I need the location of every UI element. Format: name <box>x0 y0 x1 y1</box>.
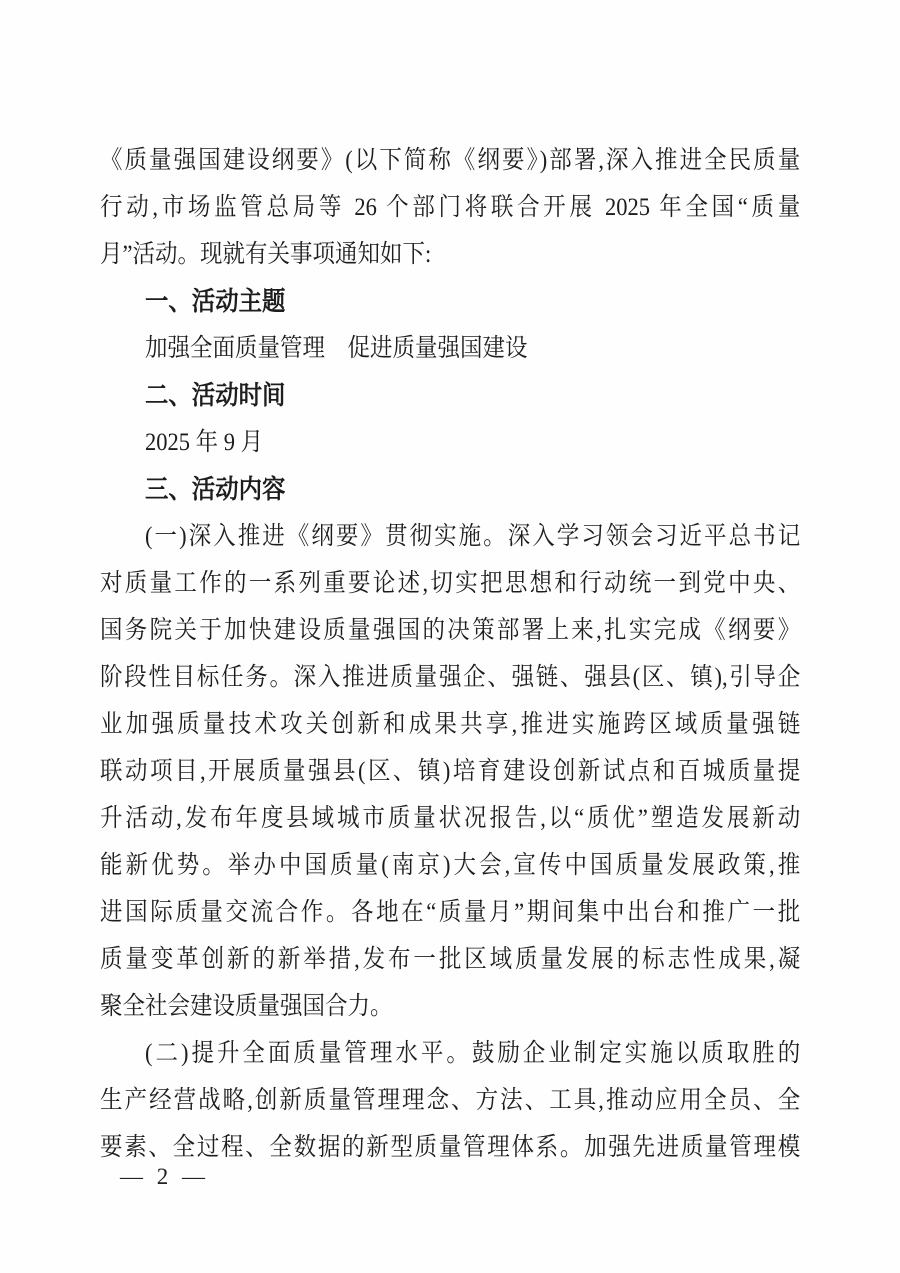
body-line: 要素、全过程、全数据的新型质量管理体系。加强先进质量管理模 <box>100 1134 801 1161</box>
activity-theme-text: 加强全面质量管理 促进质量强国建设 <box>145 335 528 362</box>
body-line: 联动项目,开展质量强县(区、镇)培育建设创新试点和百城质量提 <box>100 758 801 785</box>
page-number: — 2 — <box>120 1164 209 1189</box>
body-line: 国务院关于加快建设质量强国的决策部署上来,扎实完成《纲要》 <box>100 617 801 644</box>
body-line: 聚全社会建设质量强国合力。 <box>100 993 393 1020</box>
item-2-lead-line: (二)提升全面质量管理水平。鼓励企业制定实施以质取胜的 <box>145 1040 801 1067</box>
document-body <box>100 137 800 1171</box>
body-line: 《质量强国建设纲要》(以下简称《纲要》)部署,深入推进全民质量 <box>100 147 801 174</box>
body-line: 月”活动。现就有关事项通知如下: <box>100 241 432 268</box>
body-line: 质量变革创新的新举措,发布一批区域质量发展的标志性成果,凝 <box>100 946 801 973</box>
item-1-lead-line: (一)深入推进《纲要》贯彻实施。深入学习领会习近平总书记 <box>145 523 801 550</box>
body-line: 阶段性目标任务。深入推进质量强企、强链、强县(区、镇),引导企 <box>100 664 801 691</box>
activity-time-text: 2025 年 9 月 <box>145 429 264 456</box>
body-line: 能新优势。举办中国质量(南京)大会,宣传中国质量发展政策,推 <box>100 852 801 879</box>
body-line: 生产经营战略,创新质量管理理念、方法、工具,推动应用全员、全 <box>100 1087 801 1114</box>
body-line: 行动,市场监管总局等 26 个部门将联合开展 2025 年全国“质量 <box>100 194 801 221</box>
body-line: 进国际质量交流合作。各地在“质量月”期间集中出台和推广一批 <box>100 899 801 926</box>
body-line: 对质量工作的一系列重要论述,切实把思想和行动统一到党中央、 <box>100 570 801 597</box>
body-line: 升活动,发布年度县域城市质量状况报告,以“质优”塑造发展新动 <box>100 805 801 832</box>
body-line: 业加强质量技术攻关创新和成果共享,推进实施跨区域质量强链 <box>100 711 801 738</box>
section-3-heading: 三、活动内容 <box>145 474 286 504</box>
section-1-heading: 一、活动主题 <box>145 286 286 316</box>
section-2-heading: 二、活动时间 <box>145 380 286 410</box>
